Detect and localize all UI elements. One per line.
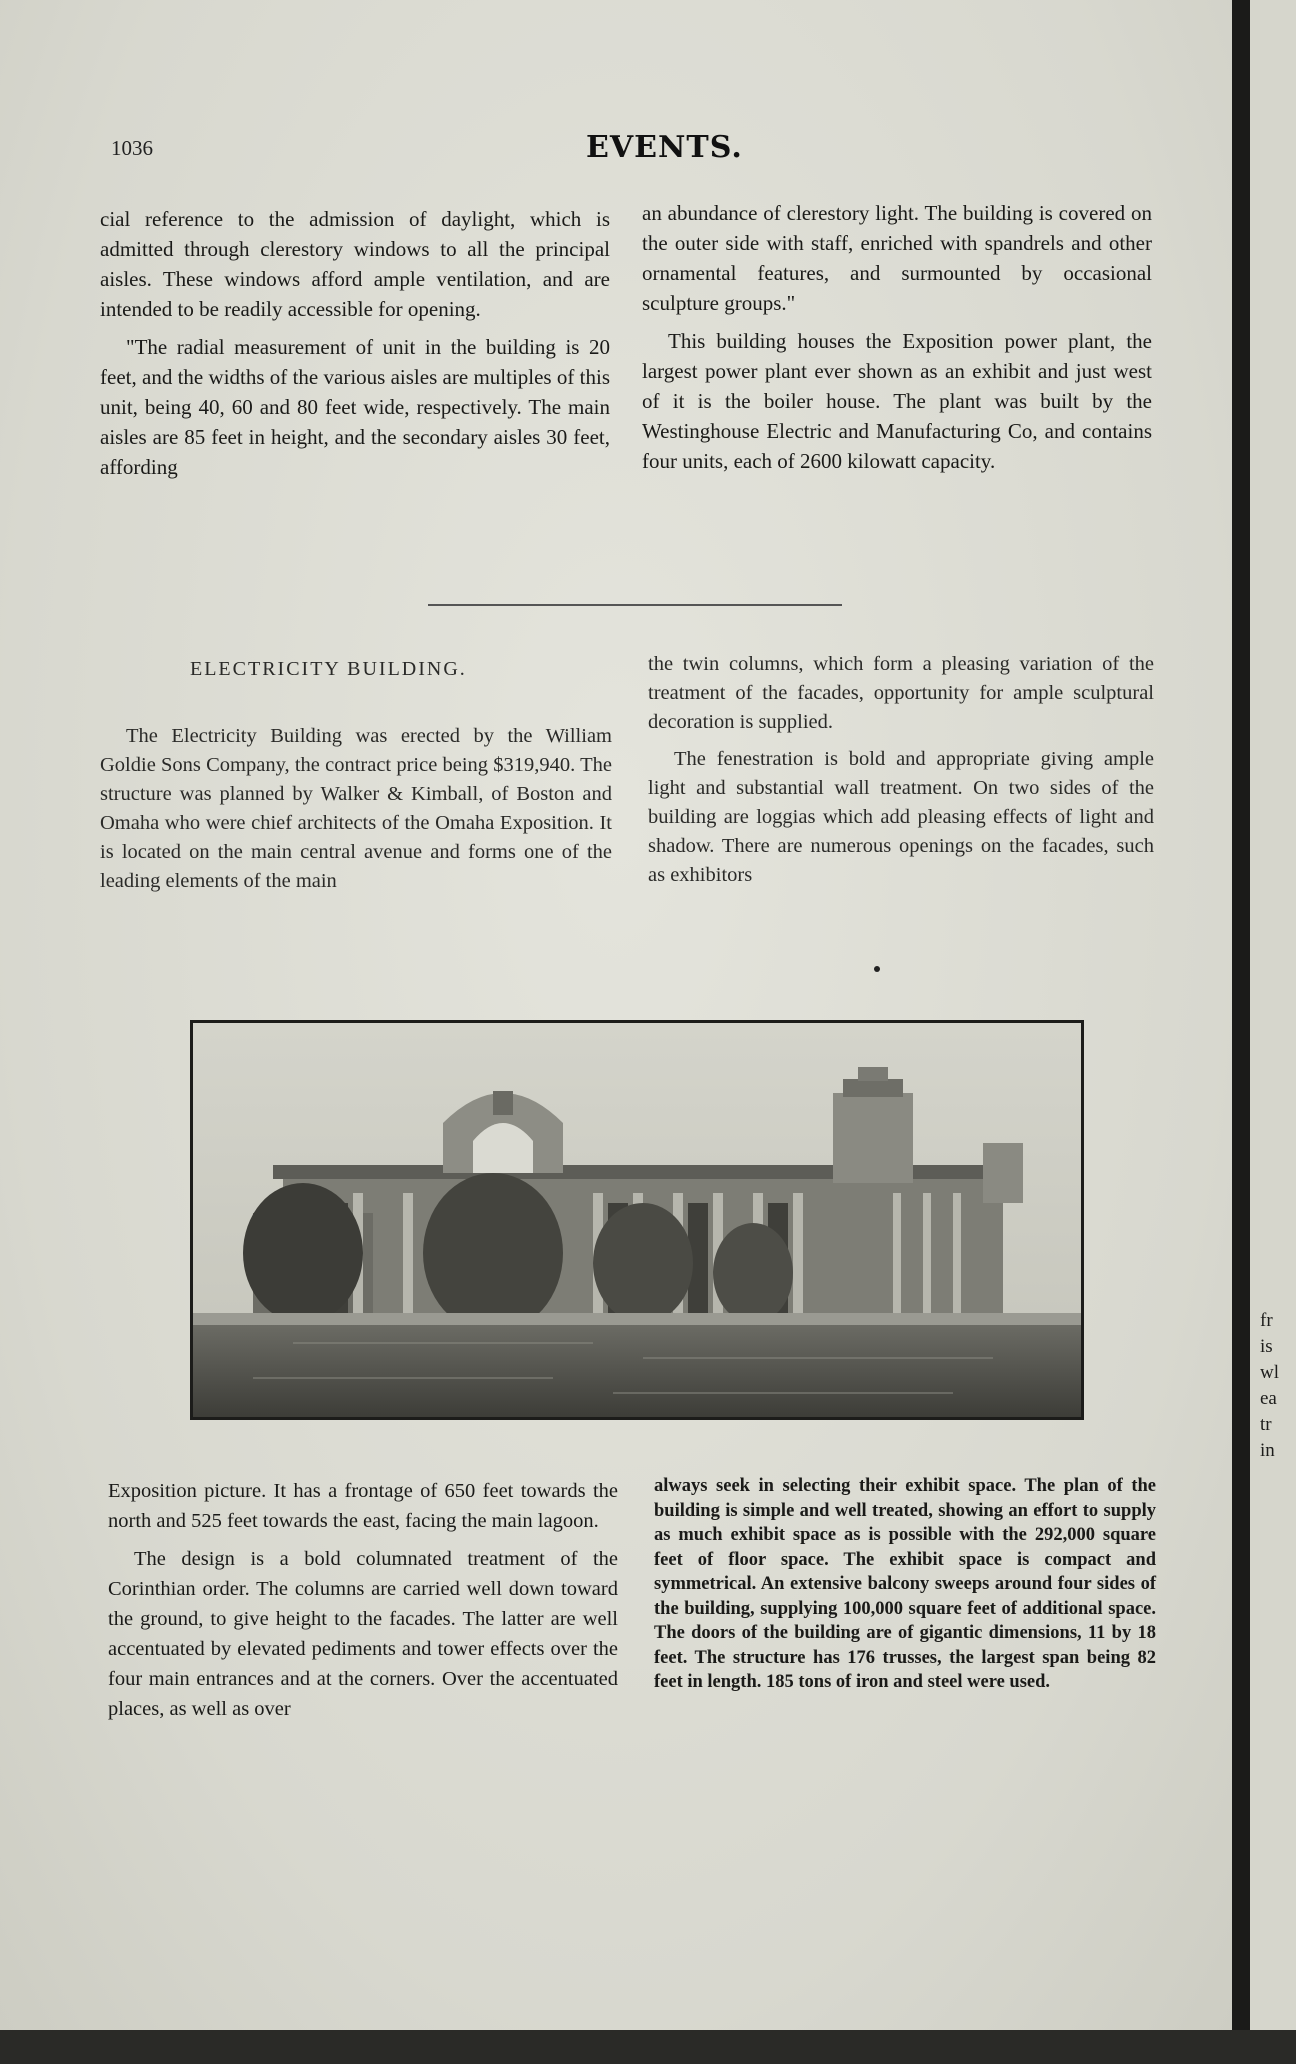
text-fragment: ea (1260, 1388, 1277, 1409)
bottom-right-column (654, 1474, 1156, 1703)
building-photograph (190, 1020, 1084, 1420)
paragraph: cial reference to the admission of daylight, which is admitted through clerestory windows to all the principal aisles. These windows afford ample ventilation, and are intended to be readily accessible for opening. (100, 207, 610, 321)
paragraph: The design is a bold columnated treatment of the Corinthian order. The columns are carried well down toward the ground, to give height to the facades. The latter are well accentuated by elevated pediments and tower effects over the four main entrances and at the corners. Over the accentuated places, as well as over (108, 1548, 618, 1720)
text-fragment: wl (1260, 1362, 1279, 1383)
paragraph: the twin columns, which form a pleasing variation of the treatment of the facades, opportunity for ample sculptural decoration is supplied. (648, 653, 1154, 733)
paragraph: The Electricity Building was erected by the William Goldie Sons Company, the contract price being $319,940. The structure was planned by Walker & Kimball, of Boston and Omaha who were chief architects of the Omaha Exposition. It is located on the main central avenue and forms one of the leading elements of the main (100, 725, 612, 892)
paragraph: The fenestration is bold and appropriate giving ample light and substantial wall treatment. On two sides of the building are loggias which add pleasing effects of light and shadow. There are numerous openings on the facades, such as exhibitors (648, 748, 1154, 886)
paragraph: This building houses the Exposition power plant, the largest power plant ever shown as an exhibit and just west of it is the boiler house. The plant was built by the Westinghouse Electric and Manufacturing Co, and contains four units, each of 2600 kilowatt capacity. (642, 329, 1152, 473)
text-fragment: in (1260, 1440, 1275, 1461)
paragraph: always seek in selecting their exhibit space. The plan of the building is simple and well treated, showing an effort to supply as much exhibit space as is possible with the 292,000 square feet of floor space. The exhibit space is compact and symmetrical. An extensive balcony sweeps around four sides of the building, supplying 100,000 square feet of additional space. The doors of the building are of gigantic dimensions, 11 by 18 feet. The structure has 176 trusses, the largest span being 82 feet in length. 185 tons of iron and steel were used. (654, 1476, 1156, 1692)
paragraph: Exposition picture. It has a frontage of 650 feet towards the north and 525 feet towards the east, facing the main lagoon. (108, 1480, 618, 1532)
text-fragment: is (1260, 1336, 1273, 1357)
ink-speck (874, 966, 880, 972)
top-left-column (100, 204, 610, 490)
section-divider (428, 604, 842, 606)
photograph-illustration (193, 1023, 1081, 1417)
section-title: ELECTRICITY BUILDING. (190, 658, 467, 680)
text-fragment: tr (1260, 1414, 1272, 1435)
page-number: 1036 (111, 136, 153, 160)
binding-gutter (1232, 0, 1250, 2064)
adjacent-page-edge (1250, 0, 1296, 2030)
running-head: EVENTS. (586, 130, 743, 165)
bottom-left-column (108, 1476, 618, 1732)
paragraph: "The radial measurement of unit in the building is 20 feet, and the widths of the various aisles are multiples of this unit, being 40, 60 and 80 feet wide, respectively. The main aisles are 85 feet in height, and the secondary aisles 30 feet, affording (100, 335, 610, 479)
mid-right-column (648, 650, 1154, 898)
text-fragment: fr (1260, 1310, 1273, 1331)
top-right-column (642, 198, 1152, 484)
scan-bottom-edge (0, 2030, 1296, 2064)
mid-left-column (100, 722, 612, 904)
paragraph: an abundance of clerestory light. The building is covered on the outer side with staff, enriched with spandrels and other ornamental features, and surmounted by occasional sculpture groups." (642, 201, 1152, 315)
